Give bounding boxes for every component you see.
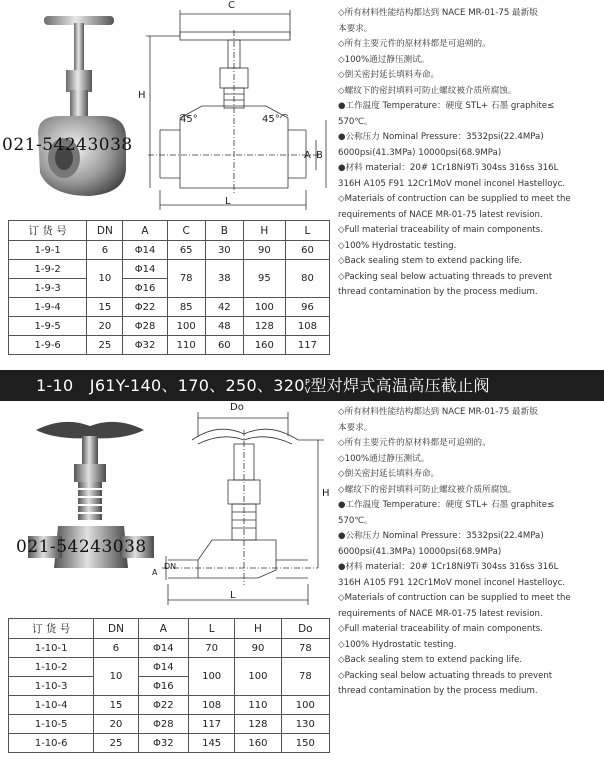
cell: 100: [188, 658, 234, 696]
col-header: DN: [87, 221, 123, 241]
spec-line: ●工作温度 Temperature：硬度 STL+ 石墨 graphite≤: [338, 500, 555, 510]
needle-valve-drawing: [140, 0, 335, 215]
table-row: [9, 317, 330, 336]
col-header: 订 货 号: [9, 619, 94, 639]
cell: 80: [285, 260, 329, 298]
dim-label-l: L: [225, 196, 231, 207]
spec-line: 本要求。: [338, 422, 373, 433]
spec-line: ◇Back sealing stem to extend packing life.: [338, 256, 523, 266]
spec-line: ◇Packing seal below actuating threads to prevent: [338, 271, 553, 282]
dim-label-a: A: [304, 150, 311, 161]
cell: 60: [285, 241, 329, 260]
spec-line: ◇所有主要元件的原材料都是可追朔的。: [338, 39, 491, 49]
spec-line: ●工作温度 Temperature：硬度 STL+ 石墨 graphite≤: [338, 101, 555, 111]
banner-sup-bottom: V: [304, 385, 311, 395]
table-row: [9, 298, 330, 317]
spec-line: ◇Full material traceability of main components.: [338, 624, 543, 634]
dim-label-do: Do: [230, 402, 244, 413]
cell: Φ32: [138, 734, 188, 753]
cell: 145: [188, 734, 234, 753]
cell: 1-9-2: [9, 260, 87, 279]
spec-line: 6000psi(41.3MPa) 10000psi(68.9MPa): [338, 147, 502, 158]
cell: Φ22: [138, 696, 188, 715]
cell: 1-10-4: [9, 696, 94, 715]
cell: 117: [285, 336, 329, 355]
banner-title-suffix: 型对焊式高温高压截止阀: [310, 376, 490, 395]
spec-line: ◇100% Hydrostatic testing.: [338, 240, 457, 251]
col-header: H: [243, 221, 285, 241]
butt-weld-valve-drawing: [158, 400, 336, 610]
spec-line: 316H A105 F91 12Cr1MoV monel inconel Hastelloyc.: [338, 577, 566, 588]
needle-valve-photo: [30, 8, 140, 203]
cell: 6: [94, 639, 138, 658]
cell: 15: [94, 696, 138, 715]
spec-line: ◇倒关密封延长填料寿命。: [338, 469, 440, 479]
cell: 20: [87, 317, 123, 336]
cell: 6: [87, 241, 123, 260]
table-row: [9, 336, 330, 355]
dim-label-h: H: [322, 488, 330, 499]
table-row: [9, 260, 330, 279]
cell: 25: [87, 336, 123, 355]
cell: 1-10-2: [9, 658, 94, 677]
spec-line: 570℃。: [338, 515, 373, 526]
cell: 108: [188, 696, 234, 715]
dim-label-h: H: [138, 90, 146, 101]
cell: 1-10-6: [9, 734, 94, 753]
cell: 1-9-6: [9, 336, 87, 355]
spec-line: thread contamination by the process medium.: [338, 287, 538, 297]
cell: 20: [94, 715, 138, 734]
col-header: 订 货 号: [9, 221, 87, 241]
spec-line: ●材料 material：20# 1Cr18Ni9Ti 304ss 316ss 316L: [338, 562, 559, 572]
cell: 150: [281, 734, 329, 753]
cell: 117: [188, 715, 234, 734]
col-header: DN: [94, 619, 138, 639]
col-header: L: [285, 221, 329, 241]
cell: 110: [167, 336, 205, 355]
cell: 25: [94, 734, 138, 753]
order-table-2: [8, 618, 330, 753]
cell: 60: [205, 336, 243, 355]
cell: 90: [243, 241, 285, 260]
spec-line: ◇100% Hydrostatic testing.: [338, 639, 457, 650]
cell: 1-9-1: [9, 241, 87, 260]
cell: 160: [243, 336, 285, 355]
banner-sup-top: P: [305, 377, 311, 387]
cell: 110: [235, 696, 281, 715]
col-header: H: [235, 619, 281, 639]
col-header: L: [188, 619, 234, 639]
col-header: A: [123, 221, 167, 241]
cell: 160: [235, 734, 281, 753]
cell: Φ14: [138, 639, 188, 658]
spec-line: 本要求。: [338, 23, 373, 34]
cell: 100: [243, 298, 285, 317]
spec-line: ◇Packing seal below actuating threads to prevent: [338, 670, 553, 681]
cell: 65: [167, 241, 205, 260]
table-row: [9, 639, 330, 658]
spec-line: ●材料 material：20# 1Cr18Ni9Ti 304ss 316ss 316L: [338, 163, 559, 173]
cell: 70: [188, 639, 234, 658]
cell: Φ14: [123, 260, 167, 279]
spec-line: ◇所有材料性能结构都达到 NACE MR-01-75 最新版: [338, 8, 538, 18]
table-row: [9, 734, 330, 753]
spec-line: 6000psi(41.3MPa) 10000psi(68.9MPa): [338, 546, 502, 557]
spec-line: ◇100%通过静压测试。: [338, 453, 430, 464]
dim-label-angle-right: 45°: [262, 114, 280, 125]
cell: 130: [281, 715, 329, 734]
spec-line: ◇Materials of contruction can be supplied to meet the: [338, 593, 571, 603]
table-row: [9, 696, 330, 715]
spec-line: ●公称压力 Nominal Pressure：3532psi(22.4MPa): [338, 531, 544, 541]
butt-weld-valve-photo: [24, 408, 164, 588]
cell: 1-10-1: [9, 639, 94, 658]
contact-phone: 021-54243038: [16, 537, 147, 557]
col-header: B: [205, 221, 243, 241]
cell: 10: [94, 658, 138, 696]
cell: 1-9-5: [9, 317, 87, 336]
spec-line: ◇倒关密封延长填料寿命。: [338, 70, 440, 80]
cell: 95: [243, 260, 285, 298]
spec-line: 570℃。: [338, 116, 373, 127]
cell: 38: [205, 260, 243, 298]
section-title-banner: [0, 370, 604, 401]
table-header: [9, 221, 330, 241]
dim-label-dn: DN: [164, 562, 177, 571]
cell: 78: [281, 658, 329, 696]
table-row: [9, 715, 330, 734]
col-header: Do: [281, 619, 329, 639]
cell: 1-10-3: [9, 677, 94, 696]
cell: 96: [285, 298, 329, 317]
cell: 128: [243, 317, 285, 336]
cell: 100: [235, 658, 281, 696]
cell: Φ28: [138, 715, 188, 734]
cell: 30: [205, 241, 243, 260]
cell: Φ16: [138, 677, 188, 696]
dim-label-c: C: [228, 0, 235, 11]
spec-line: ◇100%通过静压测试。: [338, 54, 430, 65]
spec-line: requirements of NACE MR-01-75 latest revision.: [338, 608, 543, 619]
table-row: [9, 241, 330, 260]
spec-line: ◇Materials of contruction can be supplied to meet the: [338, 194, 571, 204]
spec-line: thread contamination by the process medium.: [338, 686, 538, 696]
spec-line: ◇所有主要元件的原材料都是可追朔的。: [338, 438, 491, 448]
cell: 128: [235, 715, 281, 734]
cell: 1-10-5: [9, 715, 94, 734]
cell: 90: [235, 639, 281, 658]
spec-line: ●公称压力 Nominal Pressure：3532psi(22.4MPa): [338, 132, 544, 142]
spec-line: ◇螺纹下的密封填料可防止螺纹被介质所腐蚀。: [338, 85, 517, 96]
spec-list-2: [338, 405, 600, 700]
cell: 100: [167, 317, 205, 336]
spec-list-1: [338, 6, 600, 301]
table-header: [9, 619, 330, 639]
dim-label-a: A: [152, 568, 158, 577]
cell: Φ16: [123, 279, 167, 298]
cell: Φ28: [123, 317, 167, 336]
banner-title-prefix: 1-10 J61Y-140、170、250、320: [36, 376, 305, 395]
cell: 10: [87, 260, 123, 298]
spec-line: ◇Back sealing stem to extend packing life.: [338, 655, 523, 665]
spec-line: ◇螺纹下的密封填料可防止螺纹被介质所腐蚀。: [338, 484, 517, 495]
col-header: A: [138, 619, 188, 639]
col-header: C: [167, 221, 205, 241]
cell: 42: [205, 298, 243, 317]
cell: 48: [205, 317, 243, 336]
dim-label-b: B: [316, 150, 323, 161]
cell: Φ14: [138, 658, 188, 677]
cell: 1-9-4: [9, 298, 87, 317]
cell: 108: [285, 317, 329, 336]
spec-line: ◇所有材料性能结构都达到 NACE MR-01-75 最新版: [338, 407, 538, 417]
cell: 15: [87, 298, 123, 317]
cell: 85: [167, 298, 205, 317]
cell: 100: [281, 696, 329, 715]
table-row: [9, 658, 330, 677]
cell: Φ22: [123, 298, 167, 317]
cell: 78: [281, 639, 329, 658]
spec-line: ◇Full material traceability of main components.: [338, 225, 543, 235]
dim-label-l: L: [230, 590, 236, 601]
cell: 78: [167, 260, 205, 298]
cell: Φ32: [123, 336, 167, 355]
spec-line: requirements of NACE MR-01-75 latest revision.: [338, 209, 543, 220]
contact-phone: 021-54243038: [2, 135, 133, 155]
cell: Φ14: [123, 241, 167, 260]
dim-label-angle-left: 45°: [180, 114, 198, 125]
order-table-1: [8, 220, 330, 355]
cell: 1-9-3: [9, 279, 87, 298]
spec-line: 316H A105 F91 12Cr1MoV monel inconel Hastelloyc.: [338, 178, 566, 189]
